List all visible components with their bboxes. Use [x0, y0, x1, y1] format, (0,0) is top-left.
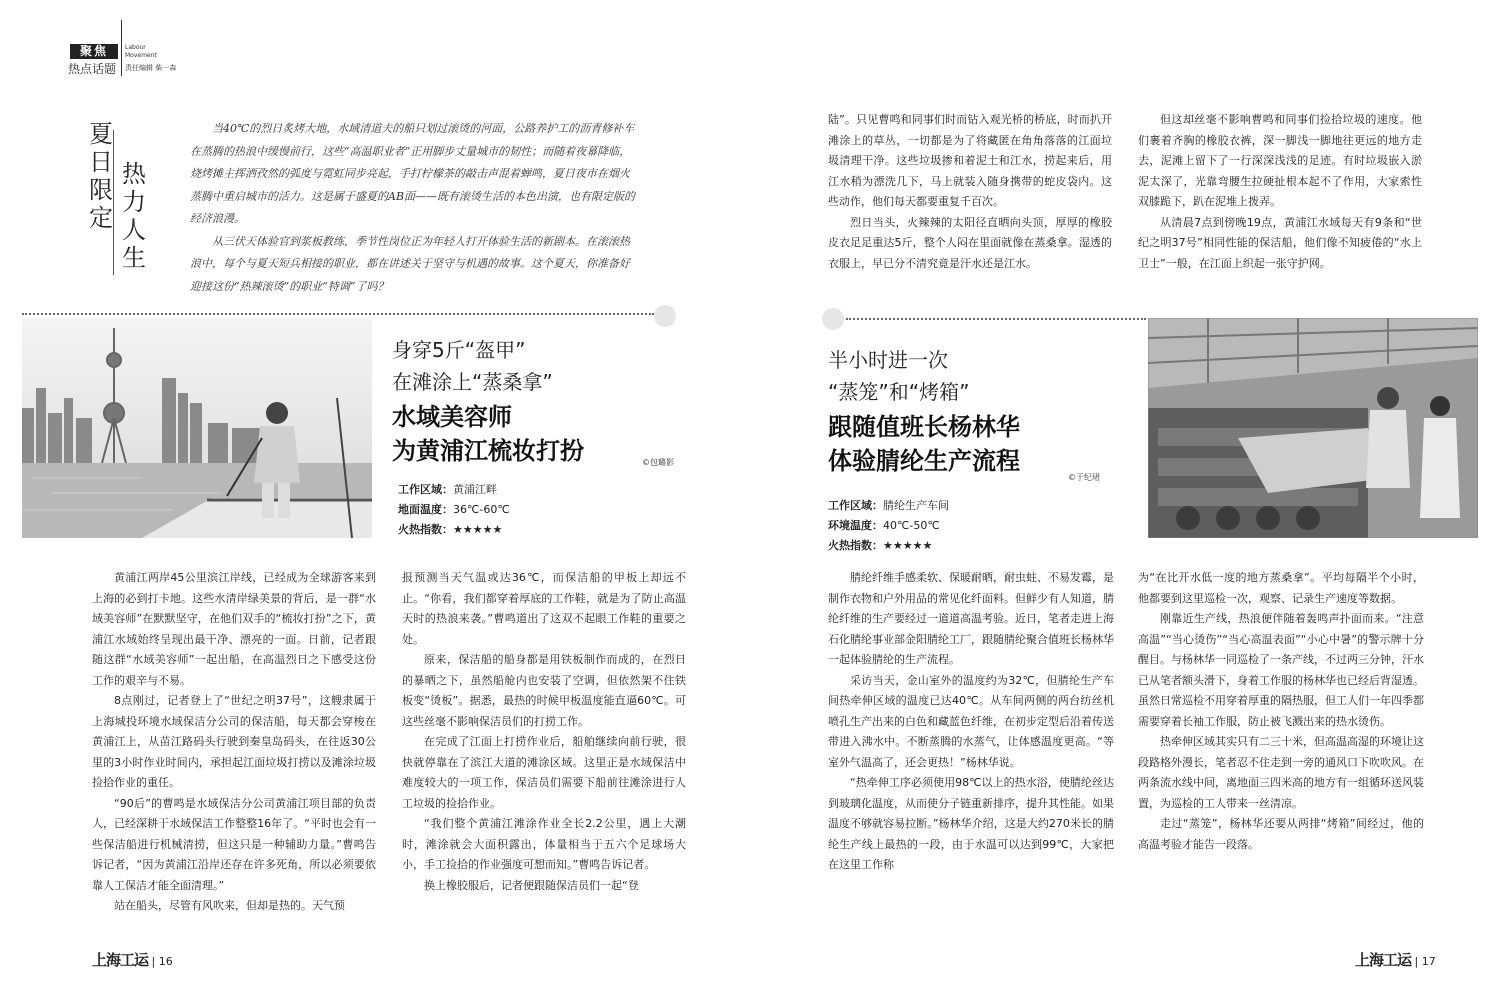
title-char: 力	[122, 188, 146, 216]
paragraph: 从清晨7点到傍晚19点，黄浦江水域每天有9条和“世纪之明37号”相同性能的保洁船，他们像不知疲倦的“水上卫士”一般，在江面上织起一张守护网。	[1138, 215, 1422, 270]
paragraph: 烈日当头，火辣辣的太阳径直晒向头顶，厚厚的橡胶皮衣足足重达5斤，整个人闷在里面就像在蒸桑拿。湿透的衣服上，早已分不清究竟是汗水还是江水。	[828, 215, 1112, 270]
fact-value: ★★★★★	[883, 539, 933, 552]
article1-facts	[398, 480, 510, 540]
fact-value: 40℃-50℃	[883, 519, 940, 532]
magazine-logo: 上海工运	[1355, 951, 1412, 969]
fact-label: 工作区域：	[828, 499, 883, 512]
fact-value: ★★★★★	[453, 523, 503, 536]
paragraph: 换上橡胶服后，记者便跟随保洁员们一起“登	[424, 878, 639, 892]
title-char: 人	[122, 216, 146, 244]
title-char: 生	[122, 244, 146, 272]
intro-paragraph: 当40℃的烈日炙烤大地，水域清道夫的船只划过滚烫的河面，公路养护工的沥青修补车在蒸腾的热浪中缓慢前行，这些“高温职业者”正用脚步丈量城市的韧性；而随着夜幕降临，烧烤摊主挥洒孜然的弧度与霓虹同步亮起，手打柠檬茶的敲击声混着蝉鸣，夏日夜市在烟火蒸腾中重启城市的活力。这是属于盛夏的AB面——既有滚烫生活的本色出演，也有限定版的经济浪漫。	[190, 122, 636, 225]
article2-title-line2: 体验腈纶生产流程	[828, 446, 1020, 475]
header-editor: 责任编辑 柴一森	[125, 64, 177, 72]
paragraph: 站在船头，尽管有风吹来，但却是热的。天气预	[114, 899, 345, 912]
paragraph: 原来，保洁船的船身都是用铁板制作而成的，在烈日的暴晒之下，虽然船舱内也安装了空调，但依然架不住铁板变“烫板”。据悉，最热的时候甲板温度能直逼60℃。可这些丝毫不影响保洁员们的打捞工作。	[402, 653, 686, 728]
title-char: 热	[122, 160, 146, 188]
paragraph: 在完成了江面上打捞作业后，船舶继续向前行驶，很快就停靠在了滨江大道的滩涂区域。这里正是水域保洁中难度较大的一项工作，保洁员们需要下船前往滩涂进行人工垃圾的捡拾作业。	[402, 735, 686, 810]
fact-row	[398, 520, 510, 540]
header-english: Labour Movement	[125, 44, 157, 59]
magazine-logo: 上海工运	[92, 951, 149, 969]
paragraph: 走过“蒸笼”，杨林华还要从两排“烤箱”间经过，他的高温考验才能告一段落。	[1138, 817, 1424, 851]
article2-heading-line2: “蒸笼”和“烤箱”	[828, 380, 970, 404]
article2-heading-line1: 半小时进一次	[828, 348, 948, 372]
fact-label: 地面温度：	[398, 503, 453, 516]
paragraph: 刚靠近生产线，热浪便伴随着轰鸣声扑面而来。“注意高温”“当心烫伤”“当心高温表面”“小心中暑”的警示牌十分醒目。与杨林华一同巡检了一条产线，不过两三分钟，汗水已从笔者额头滑下，身着工作服的杨林华也已经后背湿透。虽然日常巡检不用穿着厚重的隔热服，但工人们一年四季都需要穿着长袖工作服，防止被飞溅出来的热水烫伤。	[1138, 612, 1424, 728]
article1-title-line2: 为黄浦江梳妆打扮	[392, 436, 584, 465]
feature-title-b	[120, 160, 148, 272]
dotted-divider	[22, 313, 654, 315]
photo-illustration	[22, 318, 372, 538]
footer-separator: |	[151, 955, 159, 968]
fact-row	[828, 536, 949, 556]
paragraph: 报预测当天气温或达36℃，而保洁船的甲板上却远不止。“你看，我们都穿着厚底的工作鞋，就是为了防止高温天时的热浪来袭。”曹鸣道出了这双不起眼工作鞋的重要之处。	[402, 571, 686, 646]
article1-column2	[402, 568, 686, 896]
fact-row	[398, 500, 510, 520]
title-divider	[113, 130, 114, 275]
photo-illustration	[1148, 318, 1478, 538]
feature-intro	[190, 118, 640, 298]
article2-facts	[828, 496, 949, 556]
paragraph: 腈纶纤维手感柔软、保暖耐晒，耐虫蛀、不易发霉，是制作衣物和户外用品的常见化纤面料。但鲜少有人知道，腈纶纤维的生产要经过一道道高温考验。近日，笔者走进上海石化腈纶事业部金阳腈纶工厂，跟随腈纶聚合值班长杨林华一起体验腈纶的生产流程。	[828, 571, 1114, 666]
fact-value: 黄浦江畔	[453, 483, 497, 496]
footer-right	[1355, 949, 1436, 970]
dotted-divider	[846, 318, 1146, 320]
section-subtitle: 热点话题	[68, 62, 117, 76]
article2-photo-credit: ©于纪珺	[1068, 473, 1100, 482]
divider-dot	[822, 308, 844, 330]
article1-column4	[1138, 110, 1422, 274]
fact-label: 火热指数：	[398, 523, 453, 536]
article1-title-line1: 水域美容师	[392, 402, 512, 431]
title-char: 限	[89, 176, 113, 204]
article1-heading-line1: 身穿5斤“盔甲”	[392, 338, 526, 362]
fact-value: 36℃-60℃	[453, 503, 510, 516]
section-tag: 聚焦	[70, 44, 118, 59]
river-cleaner-photo	[22, 318, 372, 538]
paragraph: 8点刚过，记者登上了“世纪之明37号”，这艘隶属于上海城投环境水域保洁分公司的保洁船，每天都会穿梭在黄浦江上，从苗江路码头行驶到秦皇岛码头，在往返30公里的3小时作业时间内，承担起江面垃圾打捞以及滩涂垃圾捡拾作业的重任。	[92, 694, 376, 789]
footer-separator: |	[1414, 955, 1422, 968]
fact-label: 环境温度：	[828, 519, 883, 532]
header-divider	[121, 20, 122, 76]
paragraph: 黄浦江两岸45公里滨江岸线，已经成为全球游客来到上海的必到打卡地。这些水清岸绿美景的背后，是一群“水域美容师”在默默坚守，在他们双手的“梳妆打扮”之下，黄浦江水域始终呈现出最干净、漂亮的一面。日前，记者跟随这群“水域美容师”一起出船，在高温烈日之下感受这份工作的艰辛与不易。	[92, 571, 376, 687]
factory-photo	[1148, 318, 1478, 538]
paragraph: 热牵伸区域其实只有二三十米，但高温高湿的环境让这段路格外漫长，笔者忍不住走到一旁的通风口下吹吹风。在两条流水线中间，离地面三四米高的地方有一组循环送风装置，为巡检的工人带来一丝清凉。	[1138, 735, 1424, 810]
article1-photo-credit: ©包璐影	[642, 458, 674, 467]
fact-label: 工作区域：	[398, 483, 453, 496]
footer-left	[92, 949, 173, 970]
paragraph: 为“在比开水低一度的地方蒸桑拿”。平均每隔半个小时，他都要到这里巡检一次，观察、记录生产速度等数据。	[1138, 571, 1424, 605]
fact-label: 火热指数：	[828, 539, 883, 552]
title-char: 日	[89, 148, 113, 176]
paragraph: “90后”的曹鸣是水域保洁分公司黄浦江项目部的负责人，已经深耕于水域保洁工作整整16年了。“平时也会有一些保洁船进行机械清捞，但这只是一种辅助力量。”曹鸣告诉记者，“因为黄浦江沿岸还存在许多死角，所以必须要依靠人工保洁才能全面清理。”	[92, 796, 376, 892]
page-number: 16	[158, 955, 173, 968]
divider-dot	[654, 305, 676, 327]
fact-row	[828, 516, 949, 536]
paragraph: 采访当天，金山室外的温度约为32℃，但腈纶生产车间热牵伸区域的温度已达40℃。从车间两侧的两台纺丝机喷孔生产出来的白色和藏蓝色纤维，在初步定型后沿着传送带进入沸水中。不断蒸腾的水蒸气，让体感温度更高。“等室外气温高了，还会更热！”杨林华说。	[828, 673, 1114, 769]
article2-title-line1: 跟随值班长杨林华	[828, 412, 1020, 441]
page-number: 17	[1421, 955, 1436, 968]
feature-title-a	[87, 120, 115, 232]
title-char: 定	[89, 204, 113, 232]
intro-paragraph: 从三伏天体验官到浆板教练，季节性岗位正为年轻人打开体验生活的新剧本。在滚滚热浪中，每个与夏天短兵相接的职业，都在讲述关于坚守与机遇的故事。这个夏天，你准备好迎接这份“热辣滚烫”的职业“特调”了吗？	[190, 234, 630, 293]
article1-column1	[92, 568, 376, 917]
title-char: 夏	[89, 120, 113, 148]
fact-row	[398, 480, 510, 500]
article2-column1	[828, 568, 1114, 876]
paragraph: “我们整个黄浦江滩涂作业全长2.2公里，遇上大潮时，滩涂就会大面积露出，体量相当于五六个足球场大小，手工捡拾的作业强度可想而知。”曹鸣告诉记者。	[402, 817, 686, 871]
paragraph: 但这却丝毫不影响曹鸣和同事们捡拾垃圾的速度。他们裹着齐胸的橡胶衣裤，深一脚浅一脚地往更远的地方走去，泥滩上留下了一行深深浅浅的足迹。有时垃圾嵌入淤泥太深了，光靠弯腰生拉硬扯根本起不了作用，大家索性双膝跪下，趴在泥堆上拨弄。	[1138, 113, 1422, 208]
article1-column3	[828, 110, 1112, 274]
paragraph: 陆”。只见曹鸣和同事们时而钻入观光桥的桥底，时而扒开滩涂上的草丛，一切都是为了将藏匿在角角落落的江面垃圾清理干净。这些垃圾掺和着泥土和江水，捞起来后，用江水稍为漂洗几下，马上就装入随身携带的蛇皮袋内。这些动作，他们每天都要重复千百次。	[828, 113, 1112, 208]
fact-value: 腈纶生产车间	[883, 499, 949, 512]
article2-column2	[1138, 568, 1424, 855]
fact-row	[828, 496, 949, 516]
article1-heading-line2: 在滩涂上“蒸桑拿”	[392, 370, 553, 394]
paragraph: “热牵伸工序必须使用98℃以上的热水浴，使腈纶丝达到玻璃化温度，从而使分子链重新排序，提升其性能。如果温度不够就容易拉断。”杨林华介绍，这是大约270米长的腈纶生产线上最热的一段，由于水温可以达到99℃，大家把在这里工作称	[828, 776, 1114, 871]
